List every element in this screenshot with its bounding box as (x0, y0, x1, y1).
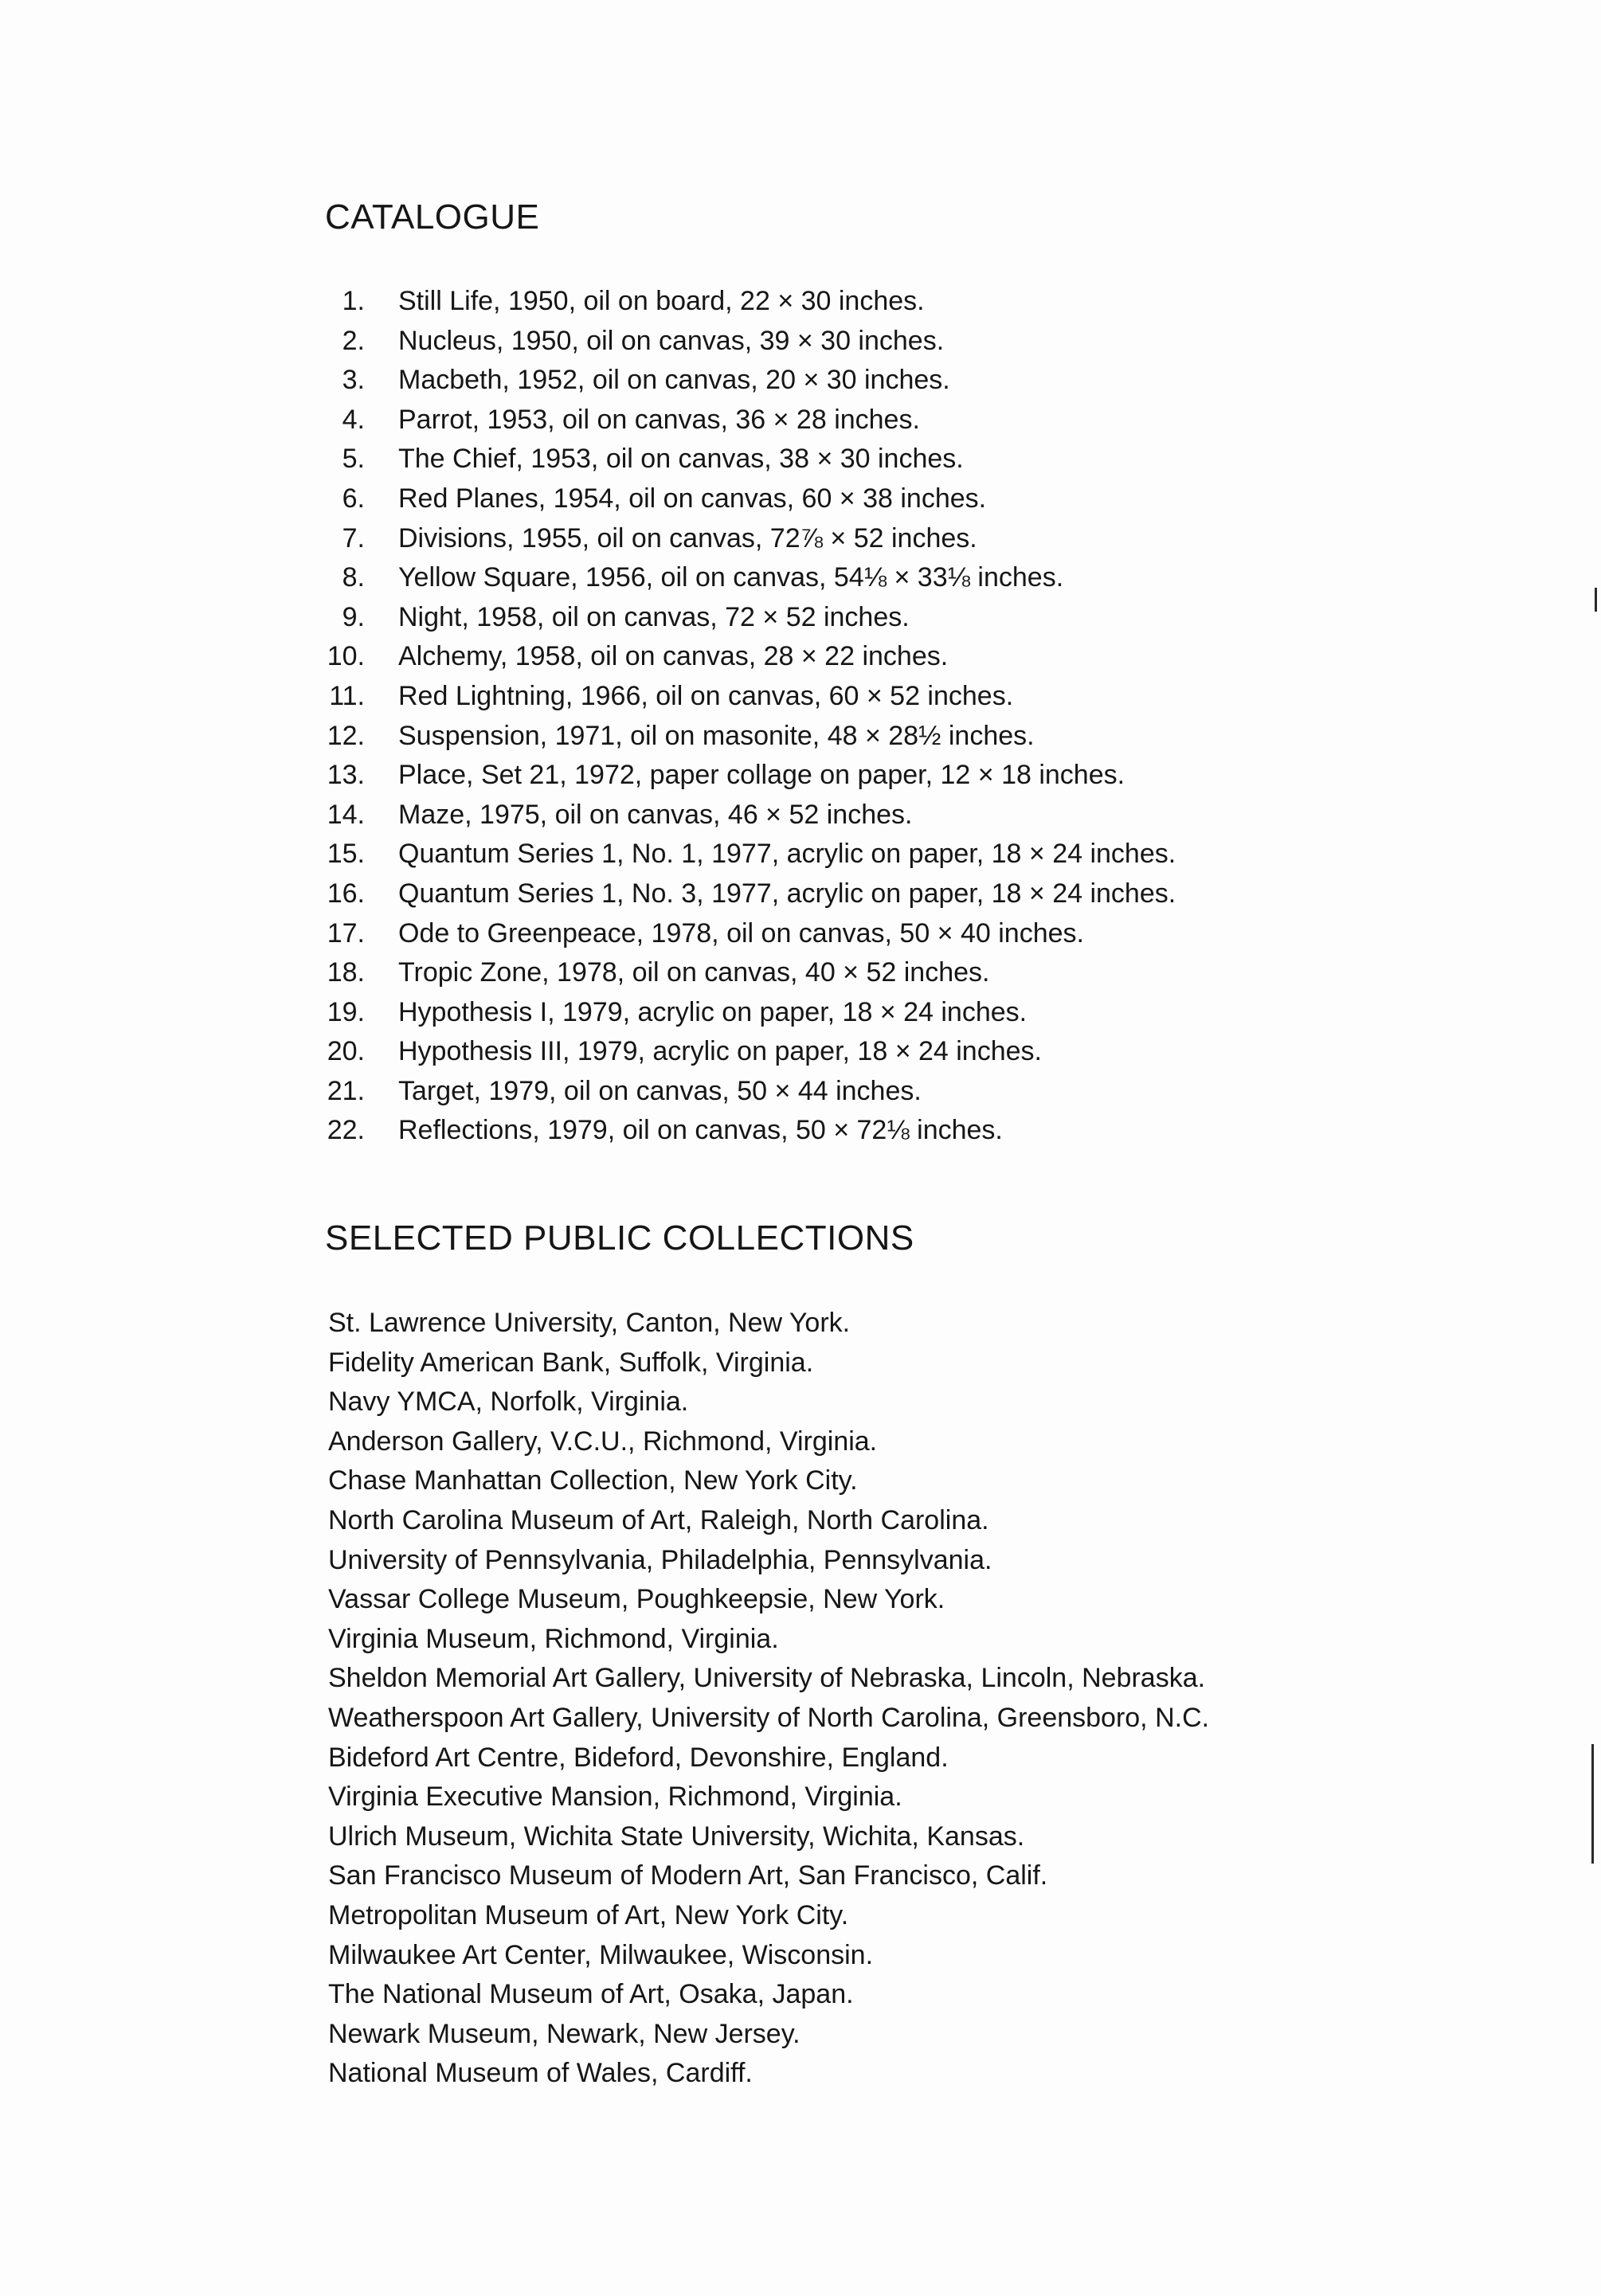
catalogue-item-text: Still Life, 1950, oil on board, 22 × 30 inches. (398, 286, 925, 316)
catalogue-item-text: Ode to Greenpeace, 1978, oil on canvas, 50 × 40 inches. (398, 917, 1084, 949)
collection-item: Ulrich Museum, Wichita State University, Wichita, Kansas. (328, 1821, 1025, 1852)
collection-item: University of Pennsylvania, Philadelphia, Pennsylvania. (328, 1544, 992, 1575)
catalogue-item (319, 598, 1176, 638)
catalogue-item-text: Reflections, 1979, oil on canvas, 50 × 72⅛ inches. (398, 1115, 1003, 1146)
collections-list (328, 1304, 1209, 2094)
catalogue-item-number: 10. (327, 641, 365, 672)
catalogue-item-number: 12. (327, 720, 365, 751)
catalogue-item (319, 322, 1176, 362)
scan-edge-mark (1591, 1744, 1594, 1864)
collection-item: Bideford Art Centre, Bideford, Devonshire, England. (328, 1742, 949, 1773)
collection-item: Fidelity American Bank, Suffolk, Virginia. (328, 1347, 814, 1378)
catalogue-item-number: 13. (327, 760, 365, 791)
collection-item: St. Lawrence University, Canton, New York. (328, 1308, 851, 1338)
catalogue-heading: CATALOGUE (325, 198, 540, 237)
catalogue-item-text: Quantum Series 1, No. 3, 1977, acrylic on paper, 18 × 24 inches. (398, 878, 1176, 909)
catalogue-item (319, 914, 1176, 954)
catalogue-item-text: Night, 1958, oil on canvas, 72 × 52 inches. (398, 601, 910, 632)
catalogue-item-text: Macbeth, 1952, oil on canvas, 20 × 30 inches. (398, 365, 950, 396)
collection-item: Weatherspoon Art Gallery, University of North Carolina, Greensboro, N.C. (328, 1702, 1210, 1733)
catalogue-item (319, 361, 1176, 401)
catalogue-list (319, 282, 1176, 1151)
catalogue-item (319, 717, 1176, 757)
catalogue-item-text: Target, 1979, oil on canvas, 50 × 44 inches. (398, 1075, 922, 1106)
catalogue-item (319, 993, 1176, 1033)
catalogue-item-number: 21. (327, 1075, 365, 1106)
catalogue-item-number: 15. (327, 839, 365, 870)
catalogue-item-number: 11. (329, 680, 365, 711)
catalogue-item-text: Quantum Series 1, No. 1, 1977, acrylic on paper, 18 × 24 inches. (398, 839, 1176, 870)
collection-item: Newark Museum, Newark, New Jersey. (328, 2018, 800, 2049)
catalogue-item (319, 519, 1176, 559)
catalogue-item-number: 3. (342, 365, 365, 396)
catalogue-item-number: 17. (327, 917, 365, 949)
catalogue-item-number: 6. (342, 483, 365, 514)
collection-item: Metropolitan Museum of Art, New York City. (328, 1899, 849, 1930)
collection-item: Sheldon Memorial Art Gallery, University of Nebraska, Lincoln, Nebraska. (328, 1663, 1206, 1694)
catalogue-item-text: Maze, 1975, oil on canvas, 46 × 52 inches. (398, 799, 913, 830)
collection-item: National Museum of Wales, Cardiff. (328, 2058, 753, 2089)
catalogue-item-number: 7. (342, 522, 365, 553)
collection-item: Milwaukee Art Center, Milwaukee, Wisconsin. (328, 1939, 874, 1970)
catalogue-item (319, 282, 1176, 322)
catalogue-item-text: Yellow Square, 1956, oil on canvas, 54⅛ × 33⅛ inches. (398, 562, 1064, 593)
catalogue-item (319, 479, 1176, 519)
catalogue-item-number: 1. (342, 286, 365, 316)
collection-item: San Francisco Museum of Modern Art, San Francisco, Calif. (328, 1860, 1048, 1891)
catalogue-item-number: 2. (342, 325, 365, 356)
catalogue-item-number: 22. (327, 1115, 365, 1146)
collection-item: Virginia Museum, Richmond, Virginia. (328, 1623, 779, 1654)
collection-item: Vassar College Museum, Poughkeepsie, New York. (328, 1584, 945, 1615)
collection-item: Chase Manhattan Collection, New York City. (328, 1465, 858, 1496)
catalogue-item (319, 401, 1176, 440)
catalogue-item-text: Alchemy, 1958, oil on canvas, 28 × 22 inches. (398, 641, 949, 672)
catalogue-item (319, 677, 1176, 717)
collection-item: Anderson Gallery, V.C.U., Richmond, Virginia. (328, 1426, 878, 1457)
catalogue-item-text: Suspension, 1971, oil on masonite, 48 × 28½ inches. (398, 720, 1035, 751)
collections-heading: SELECTED PUBLIC COLLECTIONS (325, 1218, 914, 1258)
catalogue-item (319, 440, 1176, 479)
catalogue-item-number: 14. (327, 799, 365, 830)
catalogue-item-text: Hypothesis I, 1979, acrylic on paper, 18 × 24 inches. (398, 996, 1028, 1027)
catalogue-item-text: Divisions, 1955, oil on canvas, 72⅞ × 52 inches. (398, 522, 977, 553)
catalogue-item (319, 756, 1176, 796)
catalogue-item-number: 5. (342, 444, 365, 475)
catalogue-item-text: Hypothesis III, 1979, acrylic on paper, 18 × 24 inches. (398, 1036, 1042, 1067)
scan-edge-mark (1595, 588, 1597, 612)
collection-item: North Carolina Museum of Art, Raleigh, North Carolina. (328, 1504, 989, 1535)
catalogue-item-number: 4. (342, 404, 365, 435)
collection-item: Navy YMCA, Norfolk, Virginia. (328, 1387, 689, 1418)
catalogue-item (319, 835, 1176, 874)
catalogue-item (319, 1032, 1176, 1072)
catalogue-item-text: The Chief, 1953, oil on canvas, 38 × 30 inches. (398, 444, 964, 475)
catalogue-item (319, 1111, 1176, 1151)
catalogue-item (319, 874, 1176, 914)
catalogue-item-number: 9. (342, 601, 365, 632)
catalogue-item (319, 796, 1176, 835)
catalogue-item-text: Tropic Zone, 1978, oil on canvas, 40 × 52 inches. (398, 957, 990, 988)
catalogue-item-text: Parrot, 1953, oil on canvas, 36 × 28 inches. (398, 404, 920, 435)
catalogue-item-number: 19. (327, 996, 365, 1027)
catalogue-item (319, 558, 1176, 598)
collection-item: Virginia Executive Mansion, Richmond, Virginia. (328, 1782, 902, 1813)
catalogue-item-number: 18. (327, 957, 365, 988)
catalogue-item (319, 637, 1176, 677)
catalogue-item (319, 1072, 1176, 1112)
catalogue-item-number: 20. (327, 1036, 365, 1067)
collection-item: The National Museum of Art, Osaka, Japan. (328, 1979, 854, 2010)
catalogue-item-text: Red Planes, 1954, oil on canvas, 60 × 38 inches. (398, 483, 987, 514)
catalogue-item-text: Nucleus, 1950, oil on canvas, 39 × 30 inches. (398, 325, 945, 356)
catalogue-item-number: 8. (342, 562, 365, 593)
catalogue-item-number: 16. (327, 878, 365, 909)
catalogue-item-text: Red Lightning, 1966, oil on canvas, 60 × 52 inches. (398, 680, 1014, 711)
catalogue-item-text: Place, Set 21, 1972, paper collage on paper, 12 × 18 inches. (398, 760, 1125, 791)
catalogue-item (319, 953, 1176, 993)
